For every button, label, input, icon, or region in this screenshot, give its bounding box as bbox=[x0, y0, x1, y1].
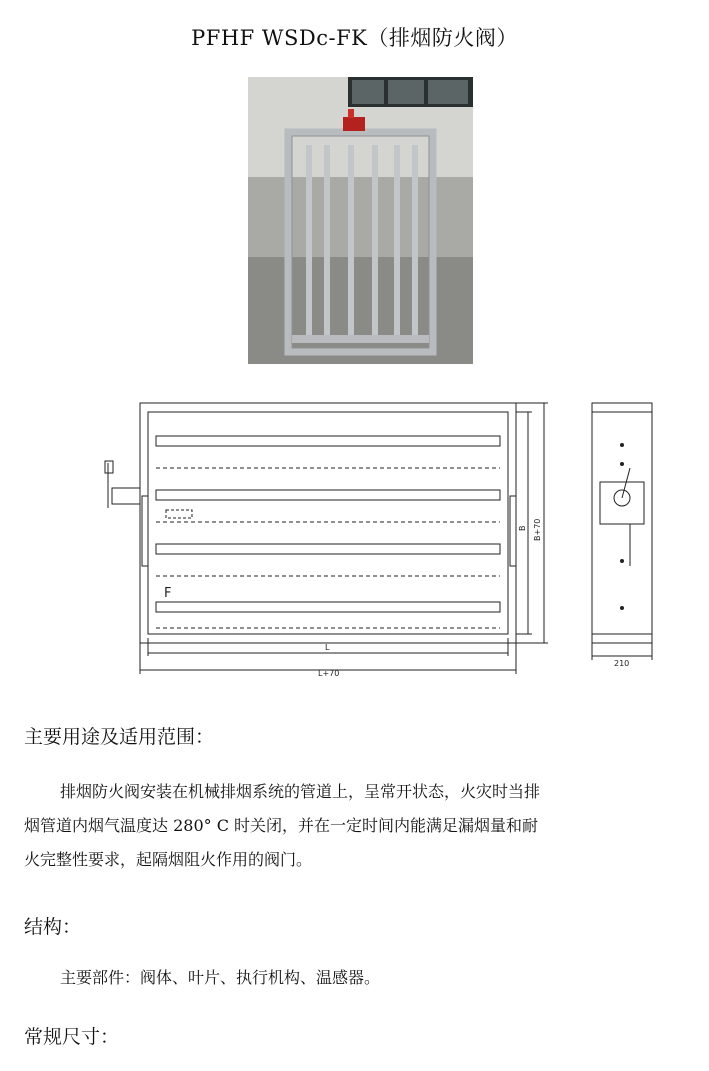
drawing-label-F: F bbox=[164, 586, 172, 601]
product-photo bbox=[248, 77, 473, 364]
usage-line-1: 排烟防火阀安装在机械排烟系统的管道上，呈常开状态，火灾时当排 bbox=[60, 782, 541, 801]
structure-heading: 结构： bbox=[24, 916, 82, 938]
usage-line-2: 烟管道内烟气温度达 280° C 时关闭，并在一定时间内能满足漏烟量和耐 bbox=[24, 816, 539, 835]
dim-label-210: 210 bbox=[614, 659, 630, 668]
structure-paragraph bbox=[24, 961, 634, 995]
usage-heading: 主要用途及适用范围： bbox=[24, 726, 215, 748]
dim-label-L70: L+70 bbox=[318, 669, 340, 678]
technical-drawing bbox=[100, 398, 660, 683]
dim-label-L: L bbox=[325, 643, 330, 652]
usage-line-3: 火完整性要求，起隔烟阻火作用的阀门。 bbox=[24, 850, 313, 869]
dim-label-B70: B+70 bbox=[533, 518, 542, 541]
dim-label-B: B bbox=[518, 525, 527, 531]
usage-paragraph bbox=[24, 775, 634, 877]
sizes-heading: 常规尺寸： bbox=[24, 1026, 120, 1048]
page-title: PFHF WSDc-FK（排烟防火阀） bbox=[191, 26, 518, 50]
structure-body: 主要部件：阀体、叶片、执行机构、温感器。 bbox=[60, 968, 381, 987]
